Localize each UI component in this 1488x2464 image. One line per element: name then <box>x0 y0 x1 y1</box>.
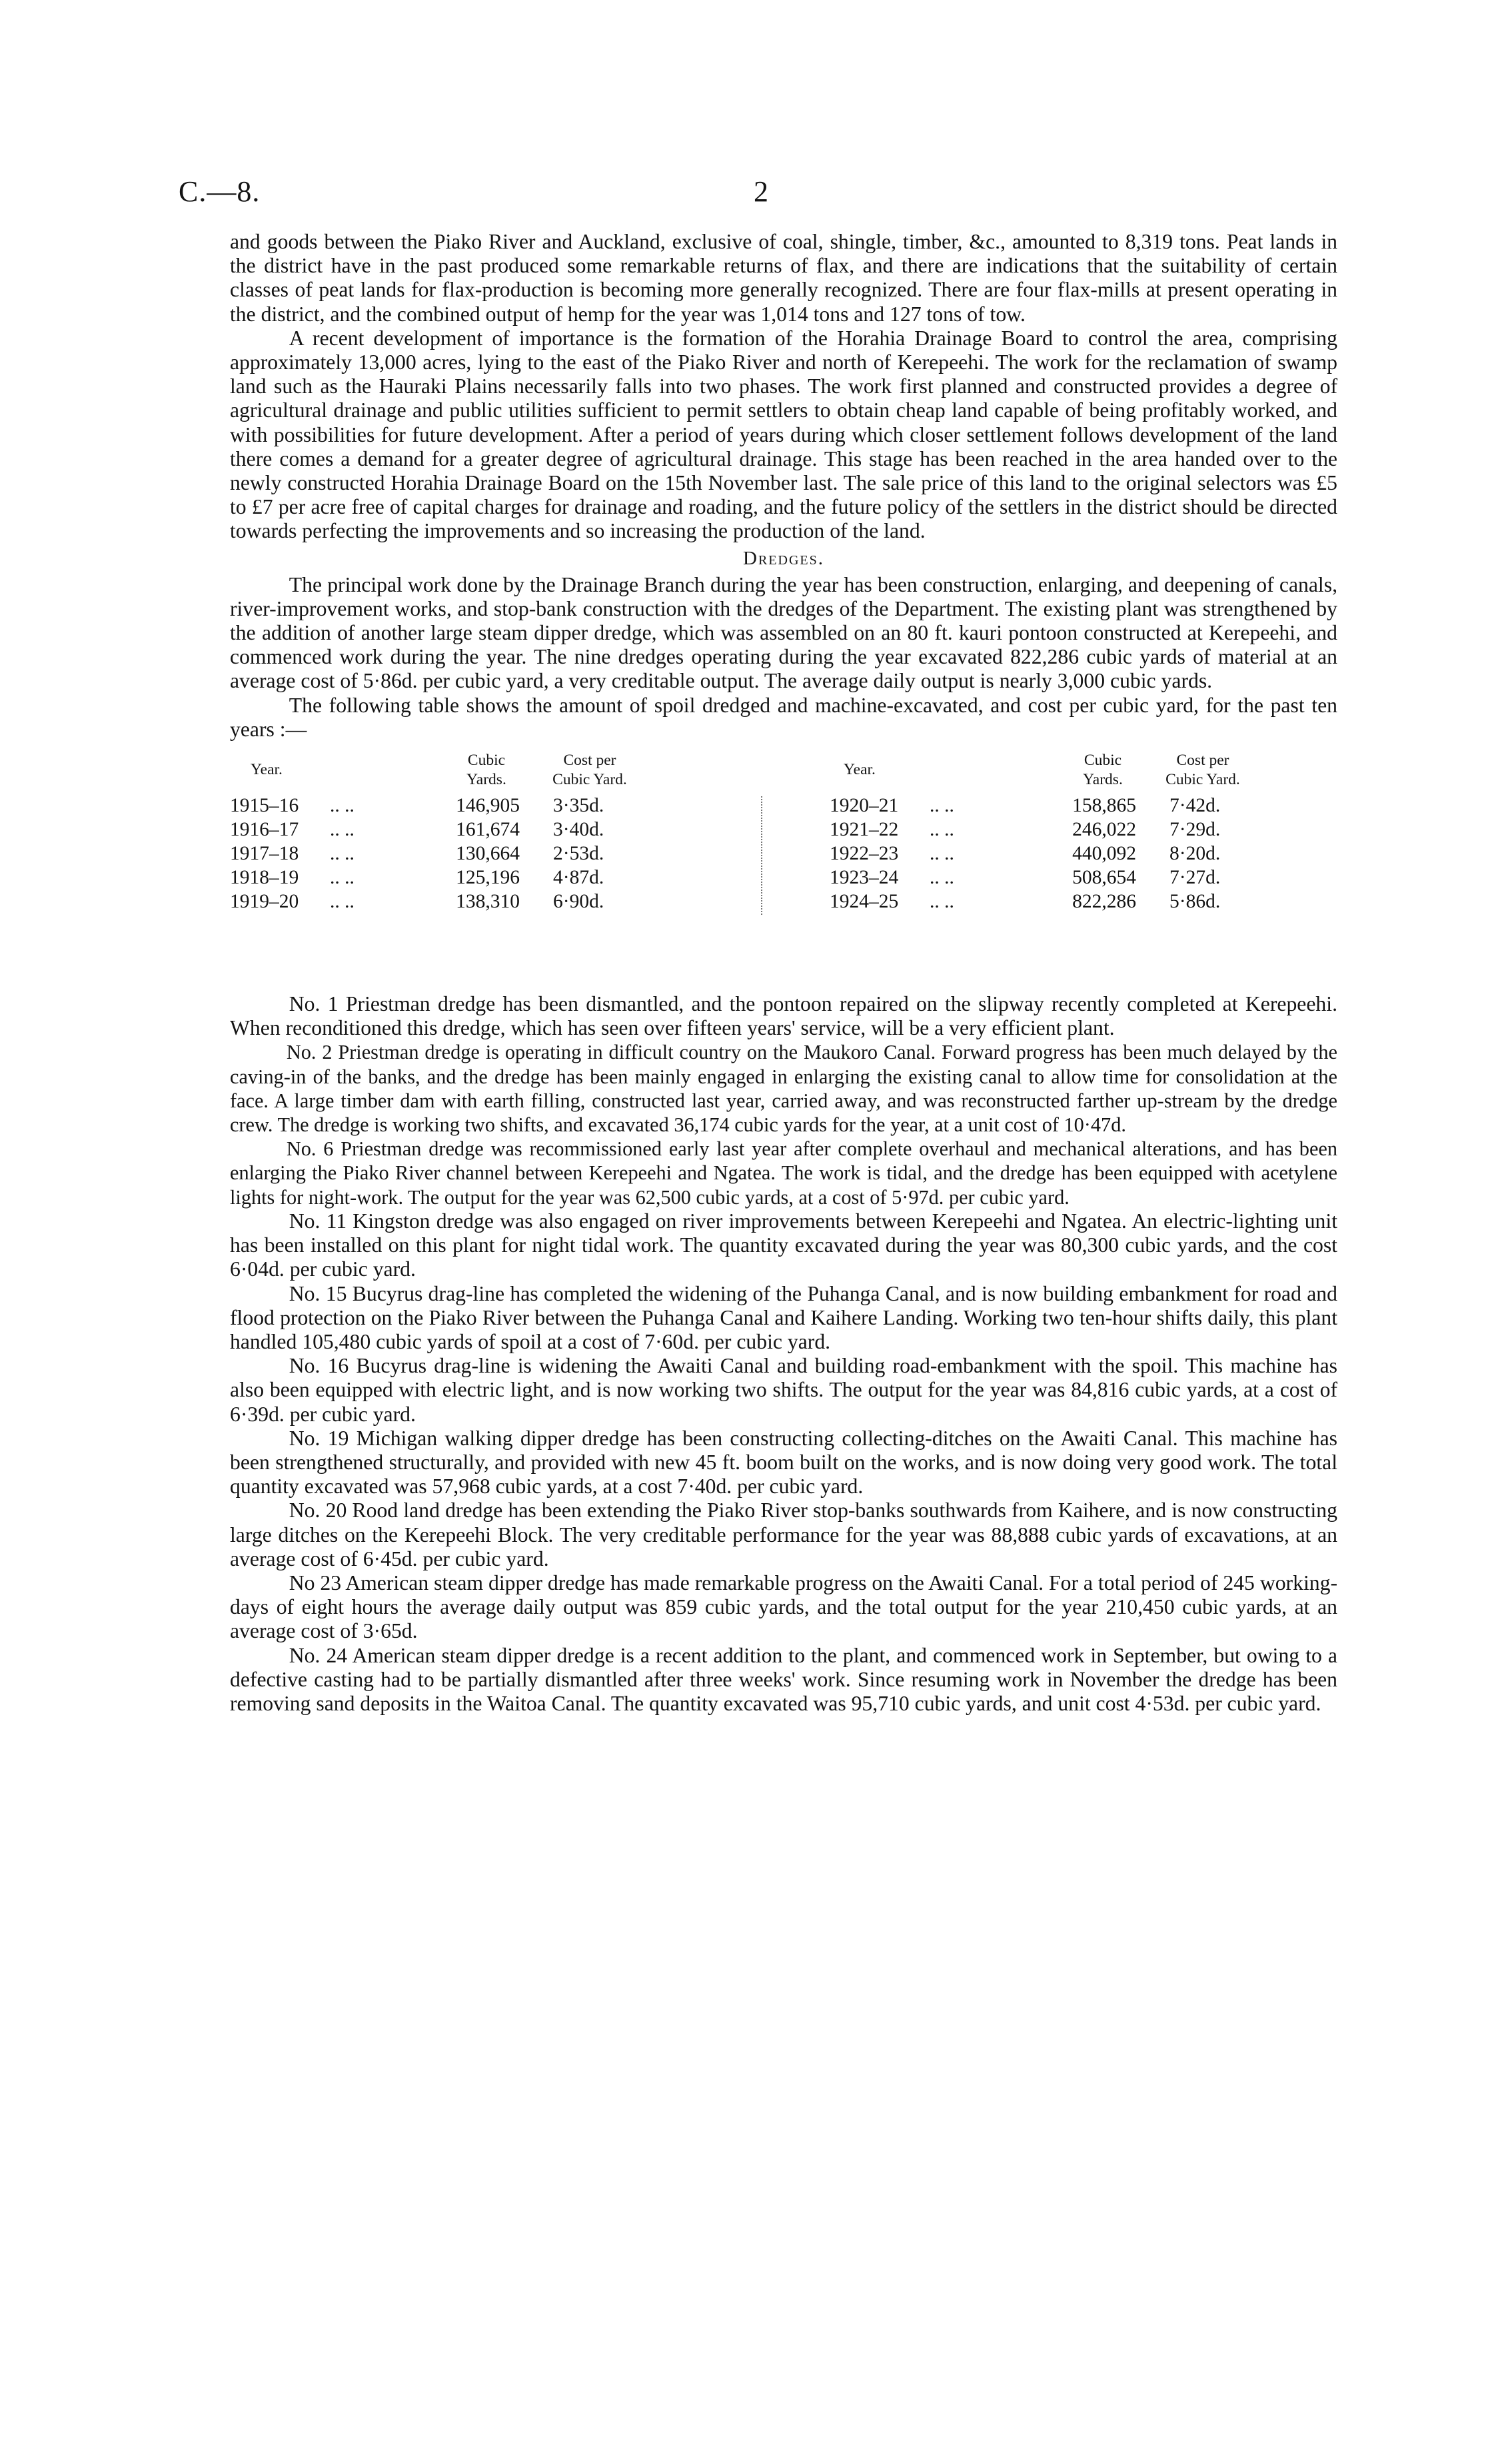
dredge-report-no-16: No. 16 Bucyrus drag-line is widening the Awaiti Canal and building road-embankment with the spoil. This machine has also been equipped with electric light, and is now working two shifts. The output for the year was 84,816 cubic yards, at a cost of 6·39d. per cubic yard. <box>230 1354 1337 1426</box>
year-cell: 1917–18 <box>230 843 299 865</box>
year-cell: 1916–17 <box>230 819 299 841</box>
cubic-yards-cell: 146,905 <box>456 795 520 817</box>
cost-cell: 5·86d. <box>1169 891 1221 913</box>
column-header-year: Year. <box>251 761 283 779</box>
dredge-report-no-1: No. 1 Priestman dredge has been dismantled, and the pontoon repaired on the slipway recently completed at Kerepeehi. When reconditioned this dredge, which has seen over fifteen years' service, will be a very efficient plant. <box>230 992 1337 1040</box>
year-cell: 1923–24 <box>830 867 899 889</box>
cubic-yards-cell: 822,286 <box>1072 891 1136 913</box>
cost-cell: 7·27d. <box>1169 867 1221 889</box>
leader-dots: .. .. <box>330 795 355 817</box>
cost-cell: 4·87d. <box>553 867 604 889</box>
dredge-report-no-2: No. 2 Priestman dredge is operating in difficult country on the Maukoro Canal. Forward progress has been much delayed by the caving-in of the banks, and the dredge has been mainly engaged in enlarging the existing canal to allow time for consolidation at the face. A large timber dam with earth filling, constructed last year, carried away, and was reconstructed farther up-stream by the dredge crew. The dredge is working two shifts, and excavated 36,174 cubic yards for the year, at a unit cost of 10·47d. <box>230 1041 1337 1137</box>
dredge-report-no-24: No. 24 American steam dipper dredge is a recent addition to the plant, and commenced work in September, but owing to a defective casting had to be partially dismantled after three weeks' work. Since resuming work in November the dredge has been removing sand deposits in the Waitoa Canal. The quantity excavated was 95,710 cubic yards, and unit cost 4·53d. per cubic yard. <box>230 1643 1337 1715</box>
dredge-report-no-19: No. 19 Michigan walking dipper dredge has been constructing collecting-ditches on the Awaiti Canal. This machine has been strengthened structurally, and provided with new 45 ft. boom built on the works, and is now doing very good work. The total quantity excavated was 57,968 cubic yards, at a cost 7·40d. per cubic yard. <box>230 1426 1337 1499</box>
page-number: 2 <box>754 175 768 208</box>
cubic-yards-cell: 138,310 <box>456 891 520 913</box>
leader-dots: .. .. <box>930 795 954 817</box>
spoil-table <box>230 746 1337 992</box>
document-id: C.—8. <box>179 175 261 208</box>
column-header-cubic-yards: Cubic Yards. <box>466 752 506 789</box>
year-cell: 1918–19 <box>230 867 299 889</box>
cubic-yards-cell: 161,674 <box>456 819 520 841</box>
leader-dots: .. .. <box>930 867 954 889</box>
leader-dots: .. .. <box>330 867 355 889</box>
dredge-report-no-20: No. 20 Rood land dredge has been extending the Piako River stop-banks southwards from Kaihere, and is now constructing large ditches on the Kerepeehi Block. The very creditable performance for the year was 88,888 cubic yards of excavations, at an average cost of 6·45d. per cubic yard. <box>230 1499 1337 1570</box>
year-cell: 1919–20 <box>230 891 299 913</box>
leader-dots: .. .. <box>930 891 954 913</box>
cost-cell: 3·40d. <box>553 819 604 841</box>
cubic-yards-cell: 246,022 <box>1072 819 1136 841</box>
cost-cell: 7·29d. <box>1169 819 1221 841</box>
page-header <box>179 175 1311 215</box>
dredges-paragraph-2: The following table shows the amount of spoil dredged and machine-excavated, and cost per cubic yard, for the past ten years :— <box>230 693 1337 741</box>
leader-dots: .. .. <box>330 891 355 913</box>
leader-dots: .. .. <box>930 843 954 865</box>
year-cell: 1920–21 <box>830 795 899 817</box>
page-body <box>230 230 1337 1716</box>
column-header-cost: Cost per Cubic Yard. <box>1165 752 1240 789</box>
cost-cell: 6·90d. <box>553 891 604 913</box>
cubic-yards-cell: 130,664 <box>456 843 520 865</box>
table-divider <box>761 796 762 915</box>
dredges-heading: Dredges. <box>743 547 824 569</box>
year-cell: 1915–16 <box>230 795 299 817</box>
column-header-cost: Cost per Cubic Yard. <box>552 752 627 789</box>
column-header-cubic-yards: Cubic Yards. <box>1083 752 1123 789</box>
dredge-report-no-11: No. 11 Kingston dredge was also engaged on river improvements between Kerepeehi and Ngatea. An electric-lighting unit has been installed on this plant for night tidal work. The quantity excavated during the year was 80,300 cubic yards, and the cost 6·04d. per cubic yard. <box>230 1209 1337 1281</box>
leader-dots: .. .. <box>330 843 355 865</box>
dredge-report-no-15: No. 15 Bucyrus drag-line has completed the widening of the Puhanga Canal, and is now building embankment for road and flood protection on the Piako River between the Puhanga Canal and Kaihere Landing. Working two ten-hour shifts daily, this plant handled 105,480 cubic yards of spoil at a cost of 7·60d. per cubic yard. <box>230 1281 1337 1353</box>
leader-dots: .. .. <box>930 819 954 841</box>
cubic-yards-cell: 440,092 <box>1072 843 1136 865</box>
cubic-yards-cell: 125,196 <box>456 867 520 889</box>
intro-paragraph-2: A recent development of importance is the formation of the Horahia Drainage Board to control the area, comprising approximately 13,000 acres, lying to the east of the Piako River and north of Kerepeehi. The work for the reclamation of swamp land such as the Hauraki Plains necessarily falls into two phases. The work first planned and constructed provides a degree of agricultural drainage and public utilities sufficient to permit settlers to obtain cheap land capable of being profitably worked, and with possibilities for future development. After a period of years during which closer settlement follows development of the land there comes a demand for a greater degree of agricultural drainage. This stage has been reached in the area handed over to the newly constructed Horahia Drainage Board on the 15th November last. The sale price of this land to the original selectors was £5 to £7 per acre free of capital charges for drainage and roading, and the future policy of the settlers in the district should be directed towards perfecting the improvements and so increasing the production of the land. <box>230 326 1337 543</box>
leader-dots: .. .. <box>330 819 355 841</box>
cost-cell: 7·42d. <box>1169 795 1221 817</box>
year-cell: 1922–23 <box>830 843 899 865</box>
cubic-yards-cell: 158,865 <box>1072 795 1136 817</box>
dredge-report-no-6: No. 6 Priestman dredge was recommissioned early last year after complete overhaul and mechanical alterations, and has been enlarging the Piako River channel between Kerepeehi and Ngatea. The work is tidal, and the dredge has been equipped with acetylene lights for night-work. The output for the year was 62,500 cubic yards, at a cost of 5·97d. per cubic yard. <box>230 1137 1337 1209</box>
intro-paragraph-1: and goods between the Piako River and Auckland, exclusive of coal, shingle, timber, &c., amounted to 8,319 tons. Peat lands in the district have in the past produced some remarkable returns of flax, and there are indications that the suitability of certain classes of peat lands for flax-production is becoming more generally recognized. There are four flax-mills at present operating in the district, and the combined output of hemp for the year was 1,014 tons and 127 tons of tow. <box>230 230 1337 326</box>
cost-cell: 3·35d. <box>553 795 604 817</box>
year-cell: 1924–25 <box>830 891 899 913</box>
cost-cell: 2·53d. <box>553 843 604 865</box>
cost-cell: 8·20d. <box>1169 843 1221 865</box>
column-header-year: Year. <box>844 761 876 779</box>
dredges-paragraph-1: The principal work done by the Drainage Branch during the year has been construction, enlarging, and deepening of canals, river-improvement works, and stop-bank construction with the dredges of the Department. The existing plant was strengthened by the addition of another large steam dipper dredge, which was assembled on an 80 ft. kauri pontoon constructed at Kerepeehi, and commenced work during the year. The nine dredges operating during the year excavated 822,286 cubic yards of material at an average cost of 5·86d. per cubic yard, a very creditable output. The average daily output is nearly 3,000 cubic yards. <box>230 572 1337 693</box>
year-cell: 1921–22 <box>830 819 899 841</box>
dredge-report-no-23: No 23 American steam dipper dredge has made remarkable progress on the Awaiti Canal. For a total period of 245 working-days of eight hours the average daily output was 859 cubic yards, and the total output for the year 210,450 cubic yards, at an average cost of 3·65d. <box>230 1570 1337 1643</box>
cubic-yards-cell: 508,654 <box>1072 867 1136 889</box>
